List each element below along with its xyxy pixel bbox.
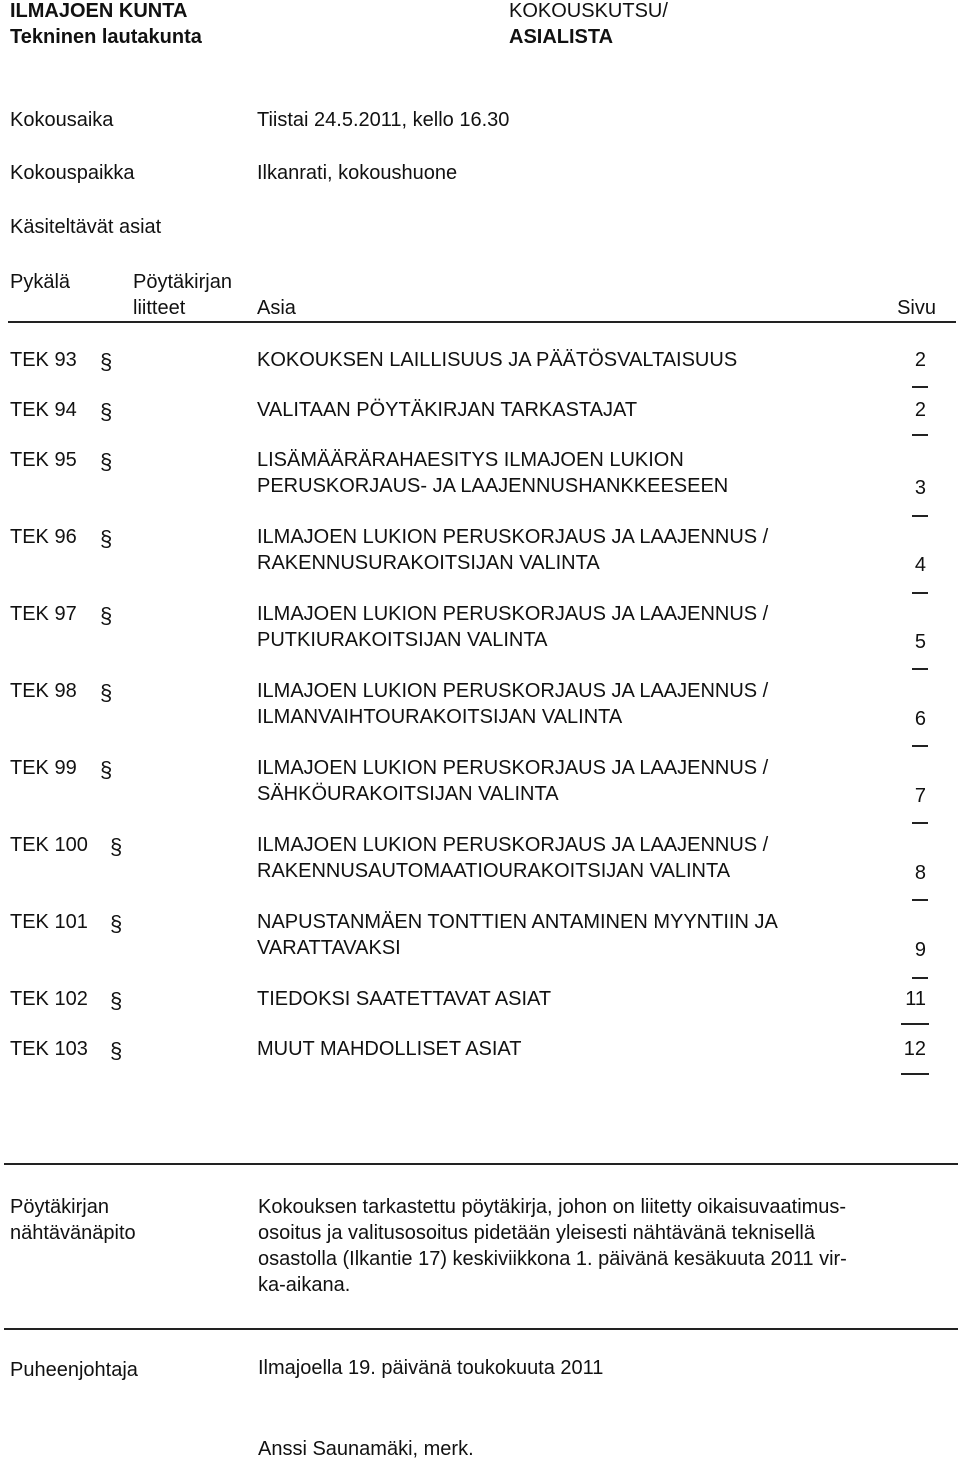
agenda-item-page: 5 (914, 631, 926, 653)
page-underline (912, 386, 928, 388)
agenda-item-page: 3 (914, 477, 926, 499)
agenda-item-page: 8 (914, 862, 926, 884)
organization-name: ILMAJOEN KUNTA (10, 0, 188, 22)
section-symbol: § (110, 988, 123, 1013)
meeting-place-value: Ilkanrati, kokoushuone (257, 162, 458, 184)
agenda-item-id: TEK 96 (10, 526, 77, 548)
page-underline (912, 592, 928, 594)
section-symbol: § (100, 349, 113, 374)
agenda-item-id: TEK 94 (10, 399, 77, 421)
committee-name: Tekninen lautakunta (10, 26, 202, 48)
meeting-time-label: Kokousaika (10, 109, 114, 131)
agenda-item-page: 4 (914, 554, 926, 576)
table-header-rule (8, 321, 956, 323)
agenda-item-subject: ILMAJOEN LUKION PERUSKORJAUS JA LAAJENNUS / ILMANVAIHTOURAKOITSIJAN VALINTA (257, 680, 769, 728)
agenda-item-id: TEK 97 (10, 603, 77, 625)
agenda-item-id: TEK 93 (10, 349, 77, 371)
agenda-item-subject: KOKOUKSEN LAILLISUUS JA PÄÄTÖSVALTAISUUS (257, 349, 738, 371)
page-underline (912, 822, 928, 824)
section-symbol: § (100, 399, 113, 424)
page-underline (912, 977, 928, 979)
meeting-time-value: Tiistai 24.5.2011, kello 16.30 (257, 109, 510, 131)
section-divider (4, 1328, 958, 1330)
section-divider (4, 1163, 958, 1165)
agenda-item-id: TEK 101 (10, 911, 88, 933)
agenda-item-subject: ILMAJOEN LUKION PERUSKORJAUS JA LAAJENNUS / SÄHKÖURAKOITSIJAN VALINTA (257, 757, 769, 805)
minutes-label: Pöytäkirjan nähtävänäpito (10, 1196, 136, 1244)
agenda-item-page: 12 (903, 1038, 926, 1060)
column-header-attachments-line2: liitteet (133, 297, 186, 319)
meeting-place-label: Kokouspaikka (10, 162, 135, 184)
agenda-item-id: TEK 95 (10, 449, 77, 471)
page-underline (912, 515, 928, 517)
section-symbol: § (100, 526, 113, 551)
agenda-item-id: TEK 99 (10, 757, 77, 779)
agenda-item-id: TEK 103 (10, 1038, 88, 1060)
chair-label: Puheenjohtaja (10, 1359, 138, 1381)
page-underline (912, 745, 928, 747)
section-symbol: § (100, 603, 113, 628)
agenda-item-page: 2 (914, 399, 926, 421)
column-header-attachments-line1: Pöytäkirjan (133, 271, 232, 293)
column-header-subject: Asia (257, 297, 296, 319)
page-underline (912, 899, 928, 901)
agenda-item-subject: NAPUSTANMÄEN TONTTIEN ANTAMINEN MYYNTIIN JA VARATTAVAKSI (257, 911, 778, 959)
document-type-line2: ASIALISTA (509, 26, 614, 48)
page-underline (901, 1073, 929, 1075)
agenda-item-page: 7 (914, 785, 926, 807)
section-symbol: § (110, 911, 123, 936)
agenda-item-subject: LISÄMÄÄRÄRAHAESITYS ILMAJOEN LUKION PERUSKORJAUS- JA LAAJENNUSHANKKEESEEN (257, 449, 729, 497)
section-symbol: § (110, 1038, 123, 1063)
column-header-section: Pykälä (10, 271, 71, 293)
document-type-line1: KOKOUSKUTSU/ (509, 0, 668, 22)
agenda-item-subject: TIEDOKSI SAATETTAVAT ASIAT (257, 988, 552, 1010)
column-header-page: Sivu (897, 297, 936, 319)
agenda-item-id: TEK 98 (10, 680, 77, 702)
page-underline (912, 668, 928, 670)
agenda-item-subject: MUUT MAHDOLLISET ASIAT (257, 1038, 522, 1060)
chair-signature-name: Anssi Saunamäki, merk. (258, 1438, 474, 1460)
items-heading: Käsiteltävät asiat (10, 216, 162, 238)
page-underline (912, 434, 928, 436)
agenda-item-page: 2 (914, 349, 926, 371)
agenda-item-subject: ILMAJOEN LUKION PERUSKORJAUS JA LAAJENNUS / RAKENNUSAUTOMAATIOURAKOITSIJAN VALINTA (257, 834, 769, 882)
agenda-item-subject: ILMAJOEN LUKION PERUSKORJAUS JA LAAJENNUS / PUTKIURAKOITSIJAN VALINTA (257, 603, 769, 651)
section-symbol: § (110, 834, 123, 859)
agenda-item-id: TEK 100 (10, 834, 88, 856)
agenda-item-page: 11 (905, 988, 926, 1010)
page-underline (901, 1023, 929, 1025)
agenda-item-id: TEK 102 (10, 988, 88, 1010)
agenda-item-page: 9 (914, 939, 926, 961)
agenda-item-page: 6 (914, 708, 926, 730)
minutes-text: Kokouksen tarkastettu pöytäkirja, johon on liitetty oikaisuvaatimus- osoitus ja valitusosoitus pidetään yleisesti nähtävänä teknisellä osastolla (Ilkantie 17) keskiviikkona 1. päivänä kesäkuuta 2011 vir- ka-aikana. (258, 1196, 847, 1296)
chair-place-date: Ilmajoella 19. päivänä toukokuuta 2011 (258, 1357, 604, 1379)
section-symbol: § (100, 680, 113, 705)
agenda-item-subject: VALITAAN PÖYTÄKIRJAN TARKASTAJAT (257, 399, 638, 421)
section-symbol: § (100, 449, 113, 474)
section-symbol: § (100, 757, 113, 782)
agenda-item-subject: ILMAJOEN LUKION PERUSKORJAUS JA LAAJENNUS / RAKENNUSURAKOITSIJAN VALINTA (257, 526, 769, 574)
